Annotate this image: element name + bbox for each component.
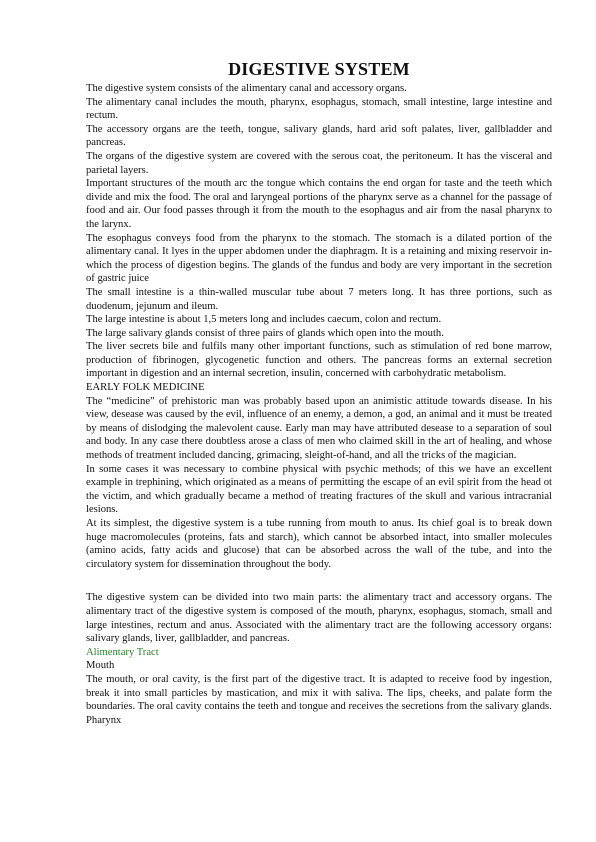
paragraph: The digestive system can be divided into two main parts: the alimentary tract and accessory organs. The alimentary tract of the digestive system is composed of the mouth, pharynx, esophagus, stomach, small and large intestines, rectum and anus. Associated with the alimentary tract are the following accessory organs: salivary glands, liver, gallbladder, and pancreas.: [86, 592, 552, 645]
paragraph: The organs of the digestive system are covered with the serous coat, the peritoneum. It has the visceral and parietal layers.: [86, 150, 552, 176]
paragraph: The mouth, or oral cavity, is the first part of the digestive tract. It is adapted to receive food by ingestion, break it into small particles by mastication, and mix it with saliva. The lips, cheeks, and palate form the boundaries. The oral cavity contains the teeth and tongue and receives the secretions from the salivary glands.: [86, 673, 552, 713]
paragraph: The liver secrets bile and fulfils many other important functions, such as stimulation of red bone marrow, production of fibrinogen, glycogenetic function and others. The pancreas forms an external secretion important in digestion and an internal secretion, insulin, concerned with carbohydratic metabolism.: [86, 341, 552, 380]
paragraph: The accessory organs are the teeth, tongue, salivary glands, hard arid soft palates, liver, gallbladder and pancreas.: [86, 123, 552, 149]
paragraph: In some cases it was necessary to combine physical with psychic methods; of this we have an excellent example in trephining, which originated as a means of permitting the escape of an evil spirit from the head ot the victim, and which gradually became a method of treating fractures of the skull and various intracranial lesions.: [86, 463, 552, 516]
document-page: [86, 58, 552, 727]
paragraph: At its simplest, the digestive system is a tube running from mouth to anus. Its chief goal is to break down huge macromolecules (proteins, fats and starch), which cannot be absorbed intact, into smaller molecules (amino acids, fatty acids and glucose) that can be absorbed across the wall of the tube, and into the circulatory system for dissemination throughout the body.: [86, 518, 552, 570]
paragraph: The small intestine is a thin-walled muscular tube about 7 meters long. It has three portions, such as duodenum, jejunum and ileum.: [86, 286, 552, 312]
paragraph: The “medicine” of prehistoric man was probably based upon an animistic attitude towards disease. In his view, desease was caused by the evil, influence of an enemy, a demon, a god, an animal and it must be treated by means of dislodging the malevolent cause. Early man may have attributed desease to a separation of soul and body. In any case there doubtless arose a class of men who claimed skill in the art of healing, and whose methods of treatment included dancing, grimacing, sleight-of-hand, and all the tricks of the magician.: [86, 395, 552, 462]
paragraph: The esophagus conveys food from the pharynx to the stomach. The stomach is a dilated portion of the alimentary canal. It lyes in the upper abdomen under the diaphragm. It is a retaining and mixing reservoir in-which the process of digestion begins. The glands of the fundus and body are very important in the secretion of gastric juice: [86, 232, 552, 285]
paragraph: The alimentary canal includes the mouth, pharynx, esophagus, stomach, small intestine, large intestine and rectum.: [86, 96, 552, 122]
paragraph: The digestive system consists of the alimentary canal and accessory organs.: [86, 83, 407, 94]
paragraph: The large salivary glands consist of three pairs of glands which open into the mouth.: [86, 327, 444, 339]
paragraph: Important structures of the mouth arc the tongue which contains the end organ for taste and the teeth which divide and mix the food. The oral and laryngeal portions of the pharynx serve as a channel for the passage of food and air. Our food passes through it from the mouth to the esophagus and air from the nasal pharynx to the larynx.: [86, 178, 552, 230]
section-heading-alimentary-tract: Alimentary Tract: [86, 646, 159, 658]
paragraph: The large intestine is about 1,5 meters long and includes caecum, colon and rectum.: [86, 314, 442, 326]
section-heading-folk-medicine: EARLY FOLK MEDICINE: [86, 382, 205, 394]
document-title: DIGESTIVE SYSTEM: [228, 59, 410, 79]
section-spacer: [86, 571, 552, 591]
subheading-mouth: Mouth: [86, 660, 115, 672]
subheading-pharynx: Pharynx: [86, 714, 122, 726]
